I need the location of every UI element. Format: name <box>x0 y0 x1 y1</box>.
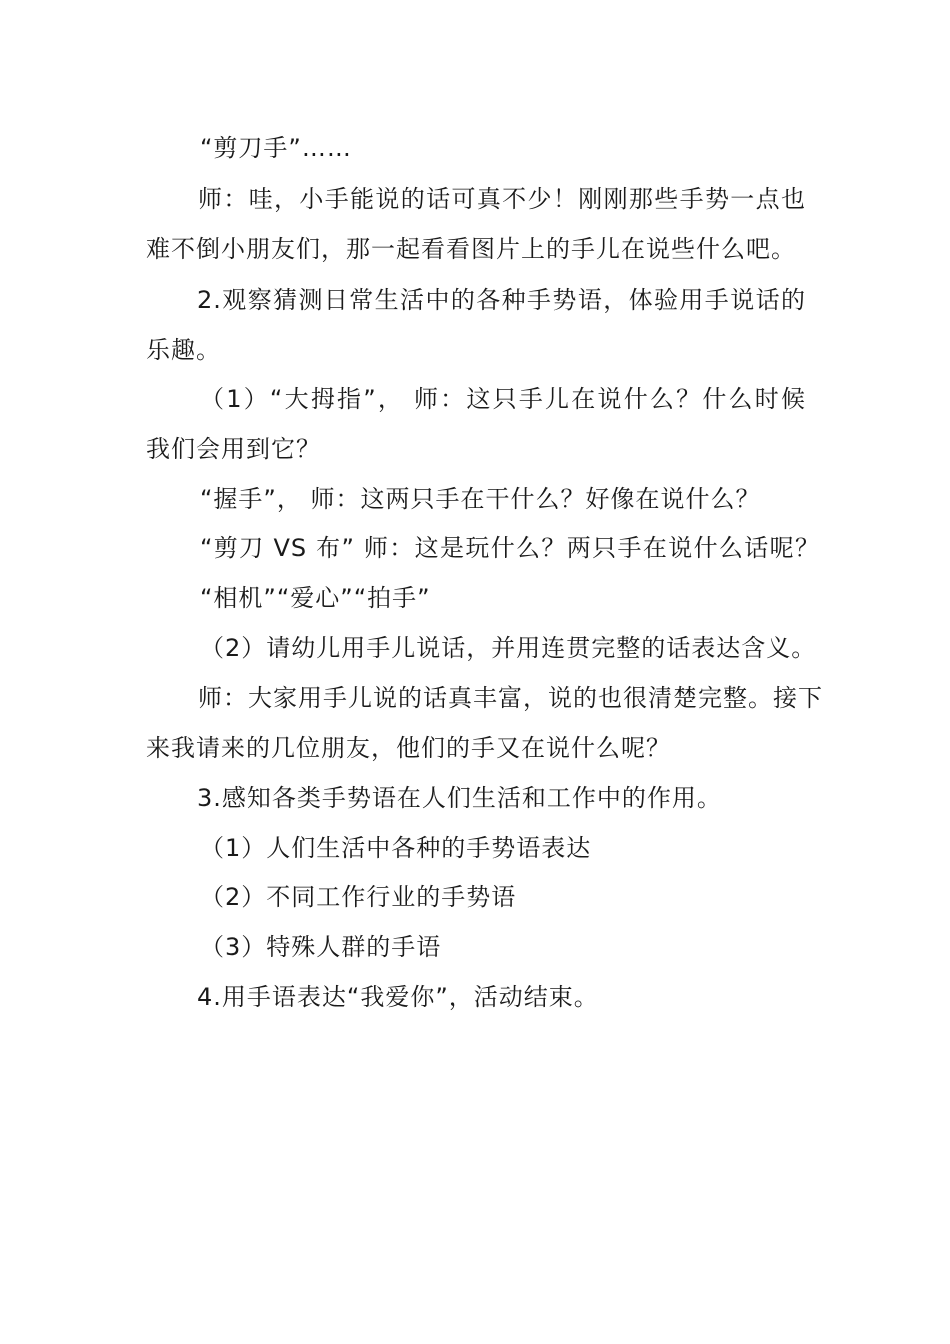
text-line: （2）请幼儿用手儿说话，并用连贯完整的话表达含义。 <box>200 634 817 662</box>
text-line: 乐趣。 <box>146 336 221 364</box>
text-line: “相机”“爱心”“拍手” <box>200 584 431 612</box>
text-line: （1）人们生活中各种的手势语表达 <box>200 834 592 862</box>
text-line: 3.感知各类手势语在人们生活和工作中的作用。 <box>197 784 722 812</box>
text-line: 来我请来的几位朋友，他们的手又在说什么呢？ <box>146 734 671 762</box>
text-line: （3）特殊人群的手语 <box>200 933 442 961</box>
text-line: “剪刀 VS 布” 师：这是玩什么？两只手在说什么话呢？ <box>200 534 820 562</box>
text-line: 师：哇，小手能说的话可真不少！刚刚那些手势一点也 <box>198 185 806 213</box>
text-line: 2.观察猜测日常生活中的各种手势语，体验用手说话的 <box>197 286 806 314</box>
text-line: “剪刀手”…… <box>200 134 352 162</box>
text-line: 4.用手语表达“我爱你”，活动结束。 <box>197 983 599 1011</box>
text-line: 难不倒小朋友们，那一起看看图片上的手儿在说些什么吧。 <box>146 235 796 263</box>
text-line: “握手”， 师：这两只手在干什么？好像在说什么？ <box>200 485 761 513</box>
text-line: （2）不同工作行业的手势语 <box>200 883 517 911</box>
text-line: 师：大家用手儿说的话真丰富，说的也很清楚完整。接下 <box>198 684 823 712</box>
text-line: 我们会用到它？ <box>146 435 321 463</box>
text-line: （1）“大拇指”， 师：这只手儿在说什么？什么时候 <box>200 385 806 413</box>
